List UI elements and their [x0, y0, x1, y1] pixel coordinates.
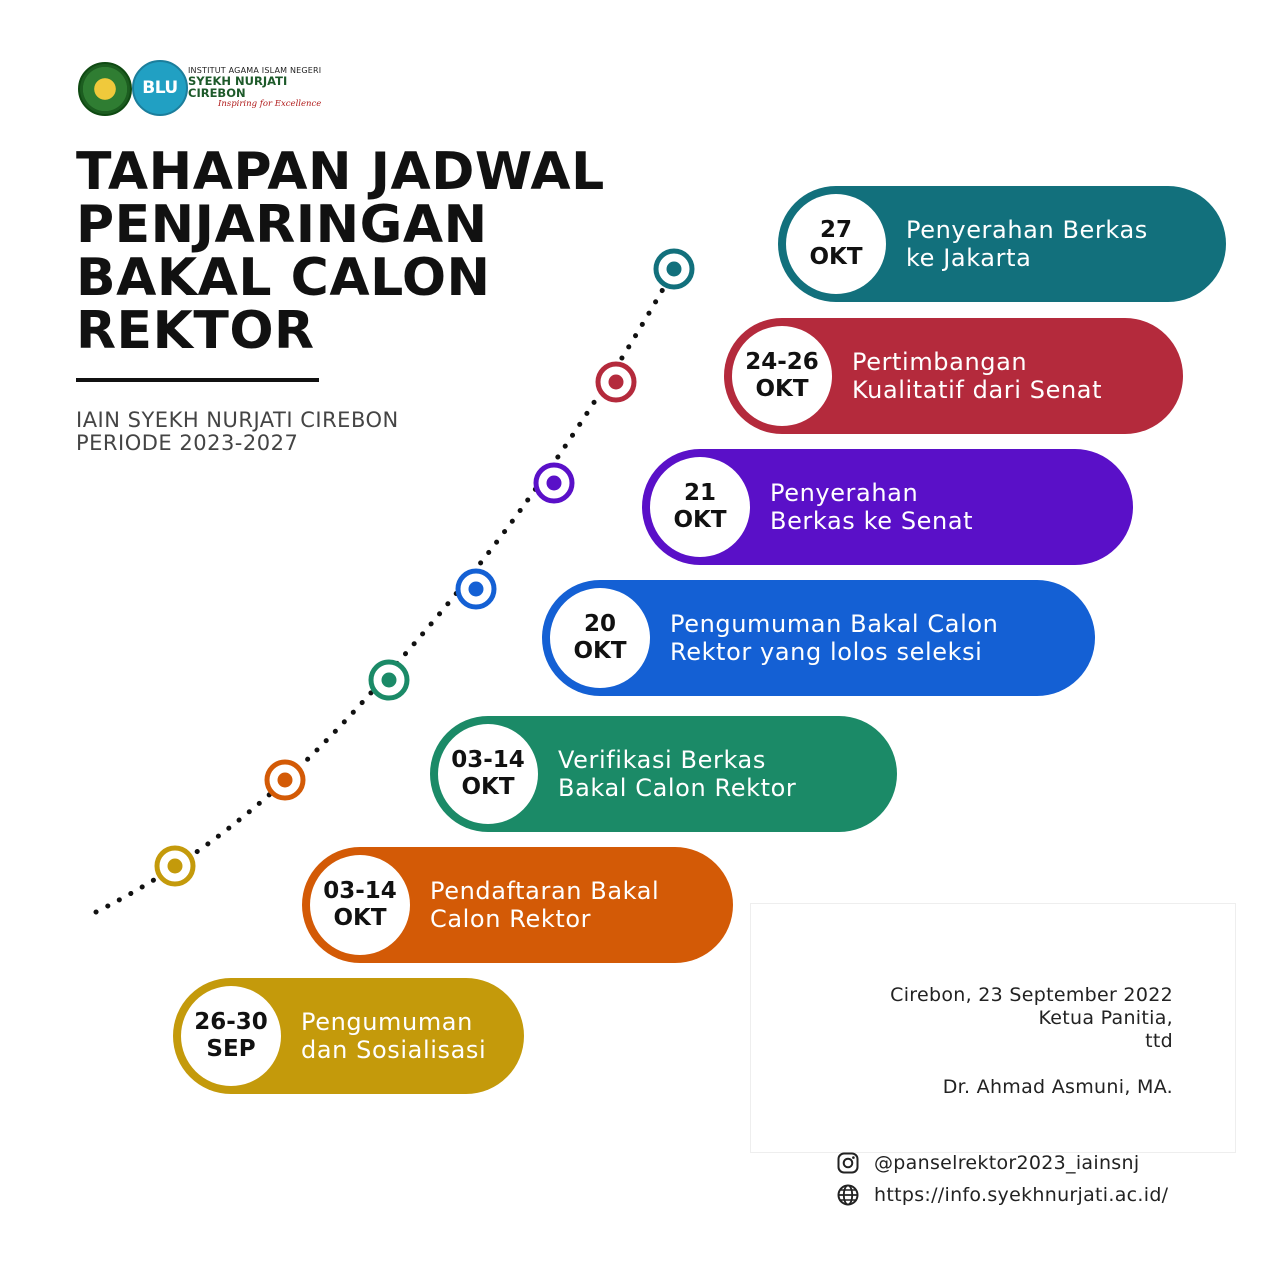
instagram-contact[interactable]	[836, 1151, 1139, 1175]
milestone-label-line1: Pertimbangan	[852, 348, 1028, 376]
subtitle-line: IAIN SYEKH NURJATI CIREBON	[76, 408, 399, 432]
milestone-pill	[430, 716, 897, 832]
title-line: PENJARINGAN	[76, 195, 488, 255]
signature-place-date: Cirebon, 23 September 2022	[890, 984, 1173, 1006]
milestone-label-line2: Calon Rektor	[430, 905, 592, 933]
logo-line-institute: INSTITUT AGAMA ISLAM NEGERI	[188, 66, 322, 75]
milestone-pill	[302, 847, 733, 963]
milestone-label-line1: Pengumuman Bakal Calon	[670, 610, 999, 638]
milestone-date-line2: OKT	[755, 376, 809, 402]
milestone-date-badge	[650, 457, 750, 557]
instagram-handle[interactable]: @panselrektor2023_iainsnj	[874, 1152, 1140, 1174]
milestone-label-line1: Pendaftaran Bakal	[430, 877, 660, 905]
milestone-date-line2: SEP	[206, 1036, 256, 1062]
milestone-pill	[778, 186, 1226, 302]
milestone-label	[301, 978, 494, 1094]
subtitle-line: PERIODE 2023-2027	[76, 431, 299, 455]
milestone-date-line2: OKT	[809, 244, 863, 270]
milestone-label-line2: dan Sosialisasi	[301, 1036, 487, 1064]
milestone-date-badge	[438, 724, 538, 824]
milestone-label	[430, 847, 703, 963]
logo-line-name: SYEKH NURJATI CIREBON	[188, 74, 288, 101]
milestone-date-line1: 24-26	[745, 349, 819, 375]
title-line: TAHAPAN JADWAL	[76, 142, 605, 202]
milestone-date-badge	[181, 986, 281, 1086]
timeline-node-dot	[382, 673, 397, 688]
milestone-label	[906, 186, 1196, 302]
milestone-pill	[642, 449, 1133, 565]
website-url[interactable]: https://info.syekhnurjati.ac.id/	[874, 1184, 1169, 1206]
timeline-node-dot	[168, 859, 183, 874]
milestone-date-line1: 21	[683, 480, 716, 506]
milestone-label	[852, 318, 1153, 434]
milestone-pill	[724, 318, 1183, 434]
website-contact[interactable]	[836, 1183, 1168, 1207]
globe-icon	[836, 1183, 860, 1207]
timeline-node-dot	[667, 262, 682, 277]
milestone-date-line1: 26-30	[194, 1009, 268, 1035]
logo-line-tagline: Inspiring for Excellence	[218, 98, 322, 109]
milestone-label-line1: Penyerahan	[770, 479, 919, 507]
milestone-pill	[173, 978, 524, 1094]
milestone-label-line2: Rektor yang lolos seleksi	[670, 638, 983, 666]
milestone-label-line1: Pengumuman	[301, 1008, 473, 1036]
milestone-label-line2: Berkas ke Senat	[770, 507, 974, 535]
signature-box	[750, 903, 1236, 1153]
signature-name: Dr. Ahmad Asmuni, MA.	[942, 1076, 1173, 1098]
milestone-date-badge	[732, 326, 832, 426]
milestone-label-line1: Verifikasi Berkas	[558, 746, 766, 774]
signature-ttd: ttd	[1145, 1030, 1173, 1052]
title-line: BAKAL CALON	[76, 248, 491, 308]
title-line: REKTOR	[76, 301, 315, 361]
milestone-date-line1: 03-14	[323, 878, 397, 904]
milestone-date-line2: OKT	[333, 905, 387, 931]
milestone-date-line1: 27	[819, 217, 852, 243]
milestone-date-badge	[786, 194, 886, 294]
milestone-label-line2: ke Jakarta	[906, 244, 1032, 272]
timeline-node-dot	[609, 375, 624, 390]
milestone-label-line2: Kualitatif dari Senat	[852, 376, 1103, 404]
timeline-node-dot	[278, 773, 293, 788]
milestone-date-badge	[550, 588, 650, 688]
milestone-date-line2: OKT	[573, 638, 627, 664]
instagram-icon	[836, 1151, 860, 1175]
timeline-node-dot	[469, 582, 484, 597]
milestone-date-line1: 20	[583, 611, 616, 637]
milestone-date-line1: 03-14	[451, 747, 525, 773]
milestone-label	[558, 716, 867, 832]
milestone-date-badge	[310, 855, 410, 955]
signature-role: Ketua Panitia,	[1038, 1007, 1173, 1029]
milestone-label	[770, 449, 1103, 565]
milestone-date-line2: OKT	[461, 774, 515, 800]
timeline-node-dot	[547, 476, 562, 491]
milestone-label-line1: Penyerahan Berkas	[906, 216, 1148, 244]
milestone-label-line2: Bakal Calon Rektor	[558, 774, 797, 802]
blu-logo-text: BLU	[142, 78, 178, 98]
milestone-date-line2: OKT	[673, 507, 727, 533]
milestone-label	[670, 580, 1065, 696]
milestone-pill	[542, 580, 1095, 696]
